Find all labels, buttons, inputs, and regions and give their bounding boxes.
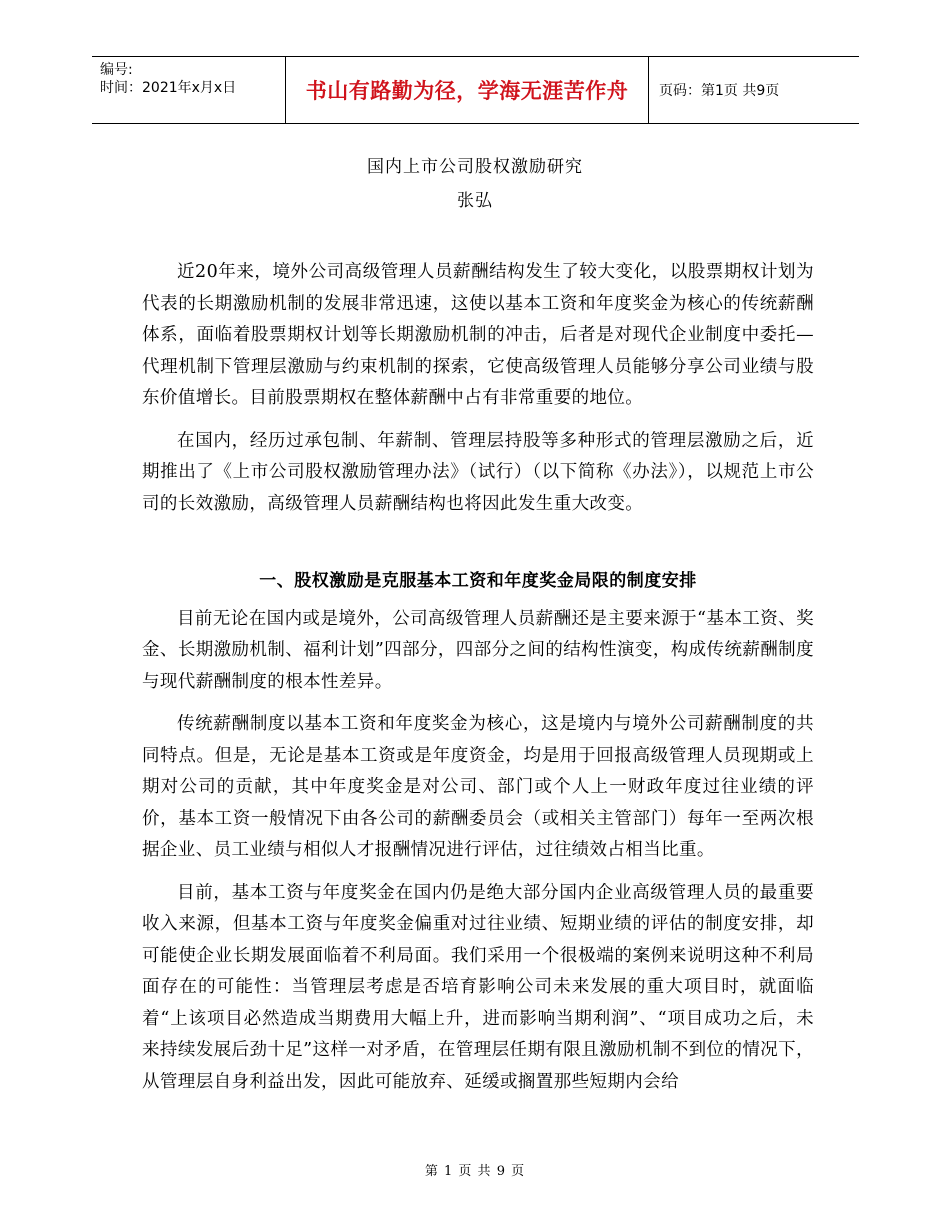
body-paragraph: 传统薪酬制度以基本工资和年度奖金为核心，这是境内与境外公司薪酬制度的共同特点。但是，无论是基本工资或是年度资金，均是用于回报高级管理人员现期或上期对公司的贡献，其中年度奖金是对公司、部门或个人上一财政年度过往业绩的评价，基本工资一般情况下由各公司的薪酬委员会（或相关主管部门）每年一至两次根据企业、员工业绩与相似人才报酬情况进行评估，过往绩效占相当比重。 (142, 714, 814, 860)
document-time-label: 时间：2021年x月x日 (100, 80, 237, 96)
document-title: 国内上市公司股权激励研究 (367, 157, 583, 177)
document-author: 张弘 (457, 191, 493, 211)
header-meta (92, 57, 285, 123)
header-page-info: 页码：第1页 共9页 (659, 83, 780, 99)
body-paragraph: 目前，基本工资与年度奖金在国内仍是绝大部分国内企业高级管理人员的最重要收入来源，但基本工资与年度奖金偏重对过往业绩、短期业绩的评估的制度安排，却可能使企业长期发展面临着不利局面。我们采用一个很极端的案例来说明这种不利局面存在的可能性：当管理层考虑是否培育影响公司未来发展的重大项目时，就面临着“上该项目必然造成当期费用大幅上升，进而影响当期利润”、“项目成功之后，未来持续发展后劲十足”这样一对矛盾，在管理层任期有限且激励机制不到位的情况下，从管理层自身利益出发，因此可能放弃、延缓或搁置那些短期内会给 (142, 882, 814, 1092)
section-heading: 一、股权激励是克服基本工资和年度奖金局限的制度安排 (259, 571, 697, 591)
document-body (142, 257, 814, 1098)
body-paragraph: 目前无论在国内或是境外，公司高级管理人员薪酬还是主要来源于“基本工资、奖金、长期激励机制、福利计划”四部分，四部分之间的结构性演变，构成传统薪酬制度与现代薪酬制度的根本性差异。 (142, 608, 814, 692)
header-motto-cell (285, 57, 649, 123)
page-header (92, 56, 859, 124)
header-motto: 书山有路勤为径，学海无涯苦作舟 (305, 79, 629, 103)
page-footer: 第 1 页 共 9 页 (424, 1164, 526, 1179)
body-paragraph: 近20年来，境外公司高级管理人员薪酬结构发生了较大变化，以股票期权计划为代表的长期激励机制的发展非常迅速，这使以基本工资和年度奖金为核心的传统薪酬体系，面临着股票期权计划等长期激励机制的冲击，后者是对现代企业制度中委托—代理机制下管理层激励与约束机制的探索，它使高级管理人员能够分享公司业绩与股东价值增长。目前股票期权在整体薪酬中占有非常重要的地位。 (142, 262, 814, 408)
document-number-label: 编号: (100, 62, 133, 78)
body-paragraph: 在国内，经历过承包制、年薪制、管理层持股等多种形式的管理层激励之后，近期推出了《上市公司股权激励管理办法》（试行）（以下简称《办法》），以规范上市公司的长效激励，高级管理人员薪酬结构也将因此发生重大改变。 (142, 430, 814, 514)
